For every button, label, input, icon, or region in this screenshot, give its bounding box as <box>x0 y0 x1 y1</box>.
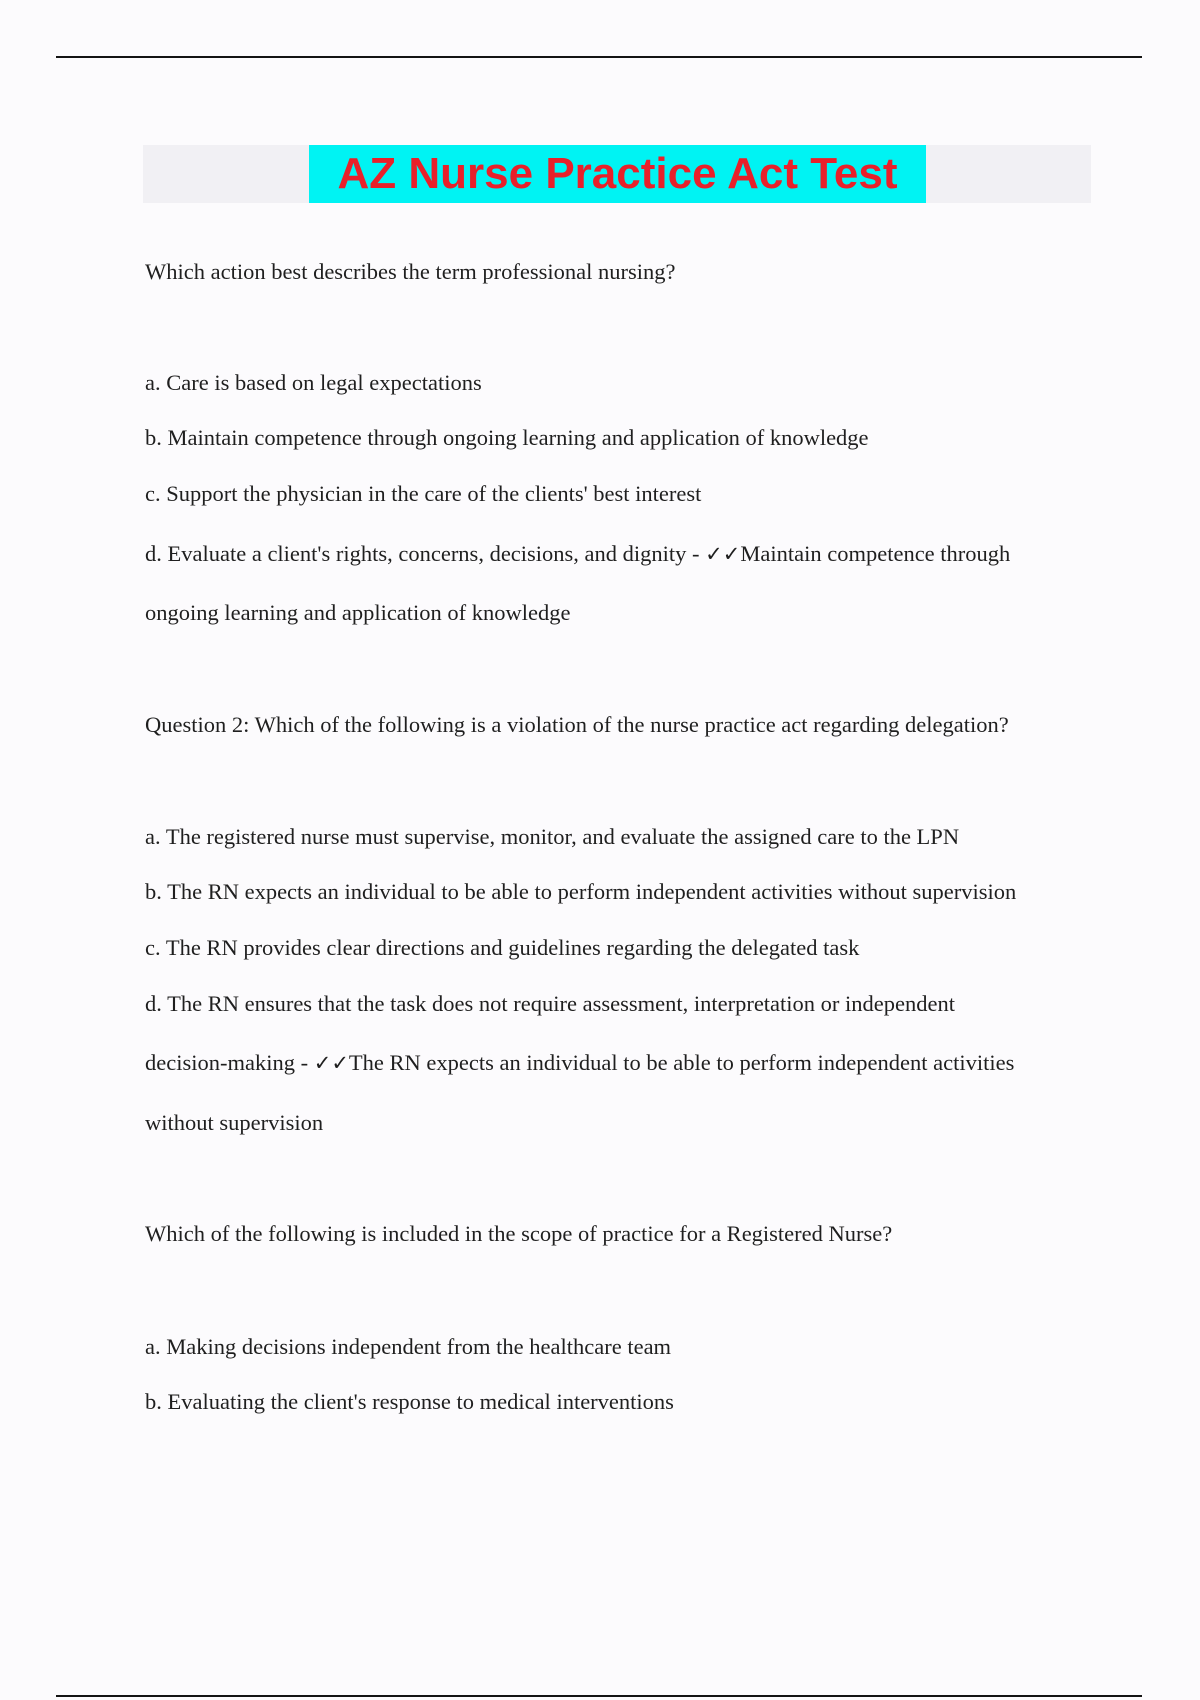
q1-question: Which action best describes the term professional nursing? <box>145 259 676 284</box>
q1-option-a: a. Care is based on legal expectations <box>145 370 482 395</box>
check-icon: ✓✓ <box>313 1051 349 1075</box>
q2-answer-line1: The RN expects an individual to be able to perform independent activities <box>348 1050 1015 1075</box>
document-title: AZ Nurse Practice Act Test <box>337 149 898 198</box>
q1-option-d <box>145 540 1010 568</box>
q2-option-d-text: decision-making - <box>145 1050 314 1075</box>
top-rule <box>56 56 1142 58</box>
check-icon: ✓✓ <box>705 542 741 566</box>
q1-option-c: c. Support the physician in the care of the clients' best interest <box>145 481 702 506</box>
q2-option-a: a. The registered nurse must supervise, monitor, and evaluate the assigned care to the LPN <box>145 824 960 849</box>
q2-option-d-line1: d. The RN ensures that the task does not require assessment, interpretation or independent <box>145 991 955 1016</box>
q1-option-d-text: d. Evaluate a client's rights, concerns, decisions, and dignity - <box>145 541 706 566</box>
q2-answer-line2: without supervision <box>145 1110 324 1135</box>
q2-option-c: c. The RN provides clear directions and guidelines regarding the delegated task <box>145 935 860 960</box>
q1-option-b: b. Maintain competence through ongoing learning and application of knowledge <box>145 425 869 450</box>
q2-option-b: b. The RN expects an individual to be able to perform independent activities without supervision <box>145 879 1017 904</box>
q1-answer-line2: ongoing learning and application of knowledge <box>145 600 571 625</box>
title-highlight <box>309 145 926 203</box>
q3-option-b: b. Evaluating the client's response to medical interventions <box>145 1389 674 1414</box>
bottom-rule <box>56 1695 1142 1697</box>
q3-option-a: a. Making decisions independent from the healthcare team <box>145 1334 672 1359</box>
q3-question: Which of the following is included in the scope of practice for a Registered Nurse? <box>145 1221 893 1246</box>
q2-question: Question 2: Which of the following is a violation of the nurse practice act regarding delegation? <box>145 712 1009 737</box>
q1-answer-line1: Maintain competence through <box>740 541 1011 566</box>
q2-option-d-line2 <box>145 1049 1014 1077</box>
